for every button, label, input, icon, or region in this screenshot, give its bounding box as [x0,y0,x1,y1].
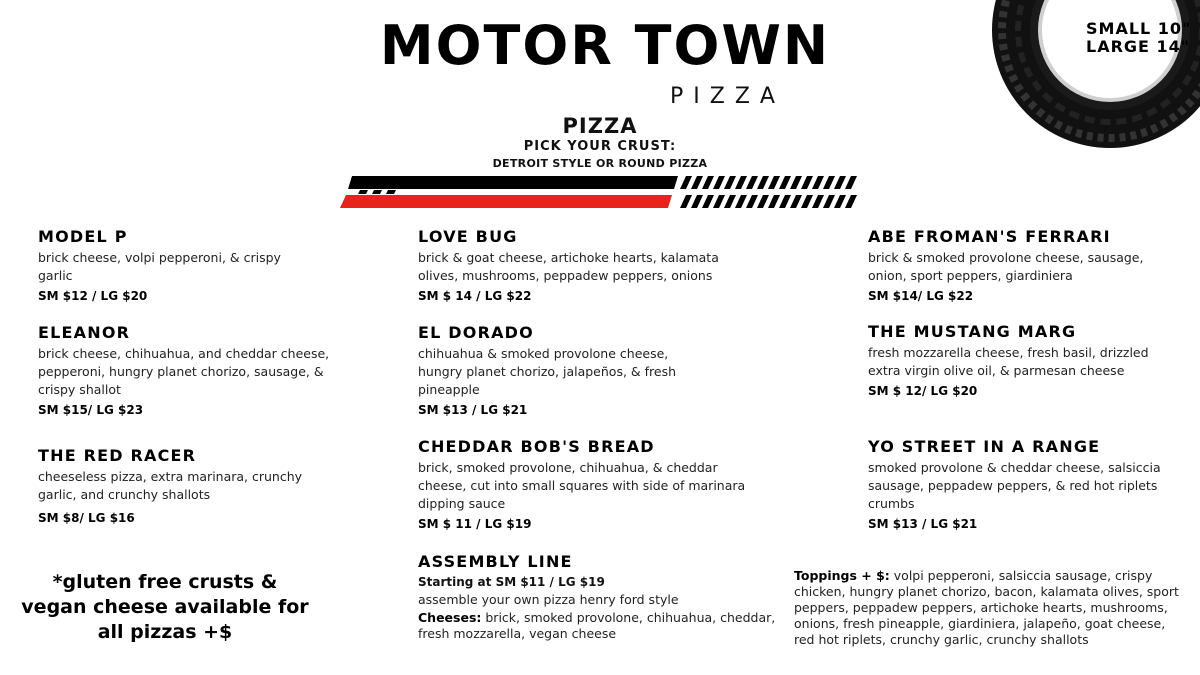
menu-item-yo-street-in-a-range [868,437,1168,532]
stripe-dash [790,176,802,189]
item-price: SM $ 14 / LG $22 [418,289,532,303]
stripe-dash [757,176,769,189]
stripe-dash [812,176,824,189]
item-description: smoked provolone & cheddar cheese, salsiccia sausage, peppadew peppers, & red hot riplets crumbs [868,460,1161,511]
menu-item-el-dorado [418,323,763,418]
brand-title: MOTOR TOWN [379,14,831,77]
stripe-dash [691,176,703,189]
stripe-dash [680,195,692,208]
stripe-dash [812,195,824,208]
stripe-dash [845,195,857,208]
stripe-dash [735,176,747,189]
stripe-dash [845,176,857,189]
item-name: YO STREET IN A RANGE [868,437,1101,456]
menu-item-model-p [38,227,338,304]
item-name: ELEANOR [38,323,131,342]
stripe-dash [779,195,791,208]
stripe-dash [768,195,780,208]
stripe-dash [702,195,714,208]
item-price: SM $14/ LG $22 [868,289,974,303]
stripe-dash [735,195,747,208]
menu-item-eleanor [38,323,338,418]
stripe-dash [746,176,758,189]
size-large: LARGE 14" [1086,37,1191,56]
stripe-dash [680,176,692,189]
item-price: SM $13 / LG $21 [868,517,978,531]
stripe-dash [724,195,736,208]
item-name: THE RED RACER [38,446,197,465]
stripe-dash [834,176,846,189]
stripe-dash [746,195,758,208]
stripe-dash [724,176,736,189]
stripe-dash [823,195,835,208]
item-description: cheeseless pizza, extra marinara, crunchy garlic, and crunchy shallots [38,469,303,502]
stripe-dash [779,176,791,189]
item-name: ABE FROMAN'S FERRARI [868,227,1111,246]
item-name: CHEDDAR BOB'S BREAD [418,437,655,456]
cheese-list: brick, smoked provolone, chihuahua, cheddar, fresh mozzarella, vegan cheese [418,610,776,641]
stripe-dash [713,195,725,208]
stripe-dash [823,176,835,189]
item-name: THE MUSTANG MARG [868,322,1077,341]
stripe-dash [834,195,846,208]
stripe-dash [713,176,725,189]
item-name: ASSEMBLY LINE [418,552,573,571]
toppings-note [794,568,1189,648]
item-name: LOVE BUG [418,227,518,246]
menu-item-love-bug [418,227,763,304]
item-description: brick & goat cheese, artichoke hearts, kalamata olives, mushrooms, peppadew peppers, onions [418,250,719,283]
stripe-dash [801,176,813,189]
menu-item-mustang-marg [868,322,1168,399]
gluten-free-note: *gluten free crusts & vegan cheese available for all pizzas +$ [21,571,309,643]
item-price: SM $13 / LG $21 [418,403,528,417]
stripe-dash [757,195,769,208]
item-price: SM $15/ LG $23 [38,403,144,417]
item-description: brick, smoked provolone, chihuahua, & cheddar cheese, cut into small squares with side of marinara dipping sauce [418,460,746,511]
crust-options: DETROIT STYLE OR ROUND PIZZA [492,157,708,170]
section-title: PIZZA [562,114,638,138]
size-small: SMALL 10" [1086,19,1192,38]
item-description: brick cheese, chihuahua, and cheddar cheese, pepperoni, hungry planet chorizo, sausage, & crispy shallot [38,346,330,397]
item-description: assemble your own pizza henry ford style [418,592,679,607]
menu-item-assembly-line [418,552,776,642]
stripe-dash [790,195,802,208]
toppings-list: volpi pepperoni, salsiccia sausage, crispy chicken, hungry planet chorizo, bacon, kalamata olives, sport peppers, peppadew peppers, artichoke hearts, mushrooms, onions, fresh pineapple, giardiniera, jalapeño, goat cheese, red hot riplets, crunchy garlic, crunchy shallots [794,568,1179,647]
item-price: SM $8/ LG $16 [38,511,135,525]
brand-subtitle: PIZZA [670,84,785,109]
racing-stripes [338,176,858,210]
stripe-dash [768,176,780,189]
stripe-dash [691,195,703,208]
item-start-price: Starting at SM $11 / LG $19 [418,575,605,589]
stripe-dash [702,176,714,189]
menu-item-cheddar-bobs-bread [418,437,763,532]
stripe-dash [801,195,813,208]
toppings-label: Toppings + $: [794,568,890,583]
item-description: chihuahua & smoked provolone cheese, hungry planet chorizo, jalapeños, & fresh pineapple [418,346,677,397]
item-description: brick cheese, volpi pepperoni, & crispy garlic [38,250,281,283]
item-price: SM $ 11 / LG $19 [418,517,532,531]
item-name: EL DORADO [418,323,534,342]
item-price: SM $ 12/ LG $20 [868,384,978,398]
item-description: brick & smoked provolone cheese, sausage, onion, sport peppers, giardiniera [868,250,1144,283]
item-description: fresh mozzarella cheese, fresh basil, drizzled extra virgin olive oil, & parmesan cheese [868,345,1149,378]
cheese-label: Cheeses: [418,610,482,625]
menu-item-abe-fromans-ferrari [868,227,1168,304]
crust-title: PICK YOUR CRUST: [523,139,677,154]
cheese-options [418,610,783,642]
item-price: SM $12 / LG $20 [38,289,148,303]
menu-item-red-racer [38,446,338,526]
item-name: MODEL P [38,227,128,246]
